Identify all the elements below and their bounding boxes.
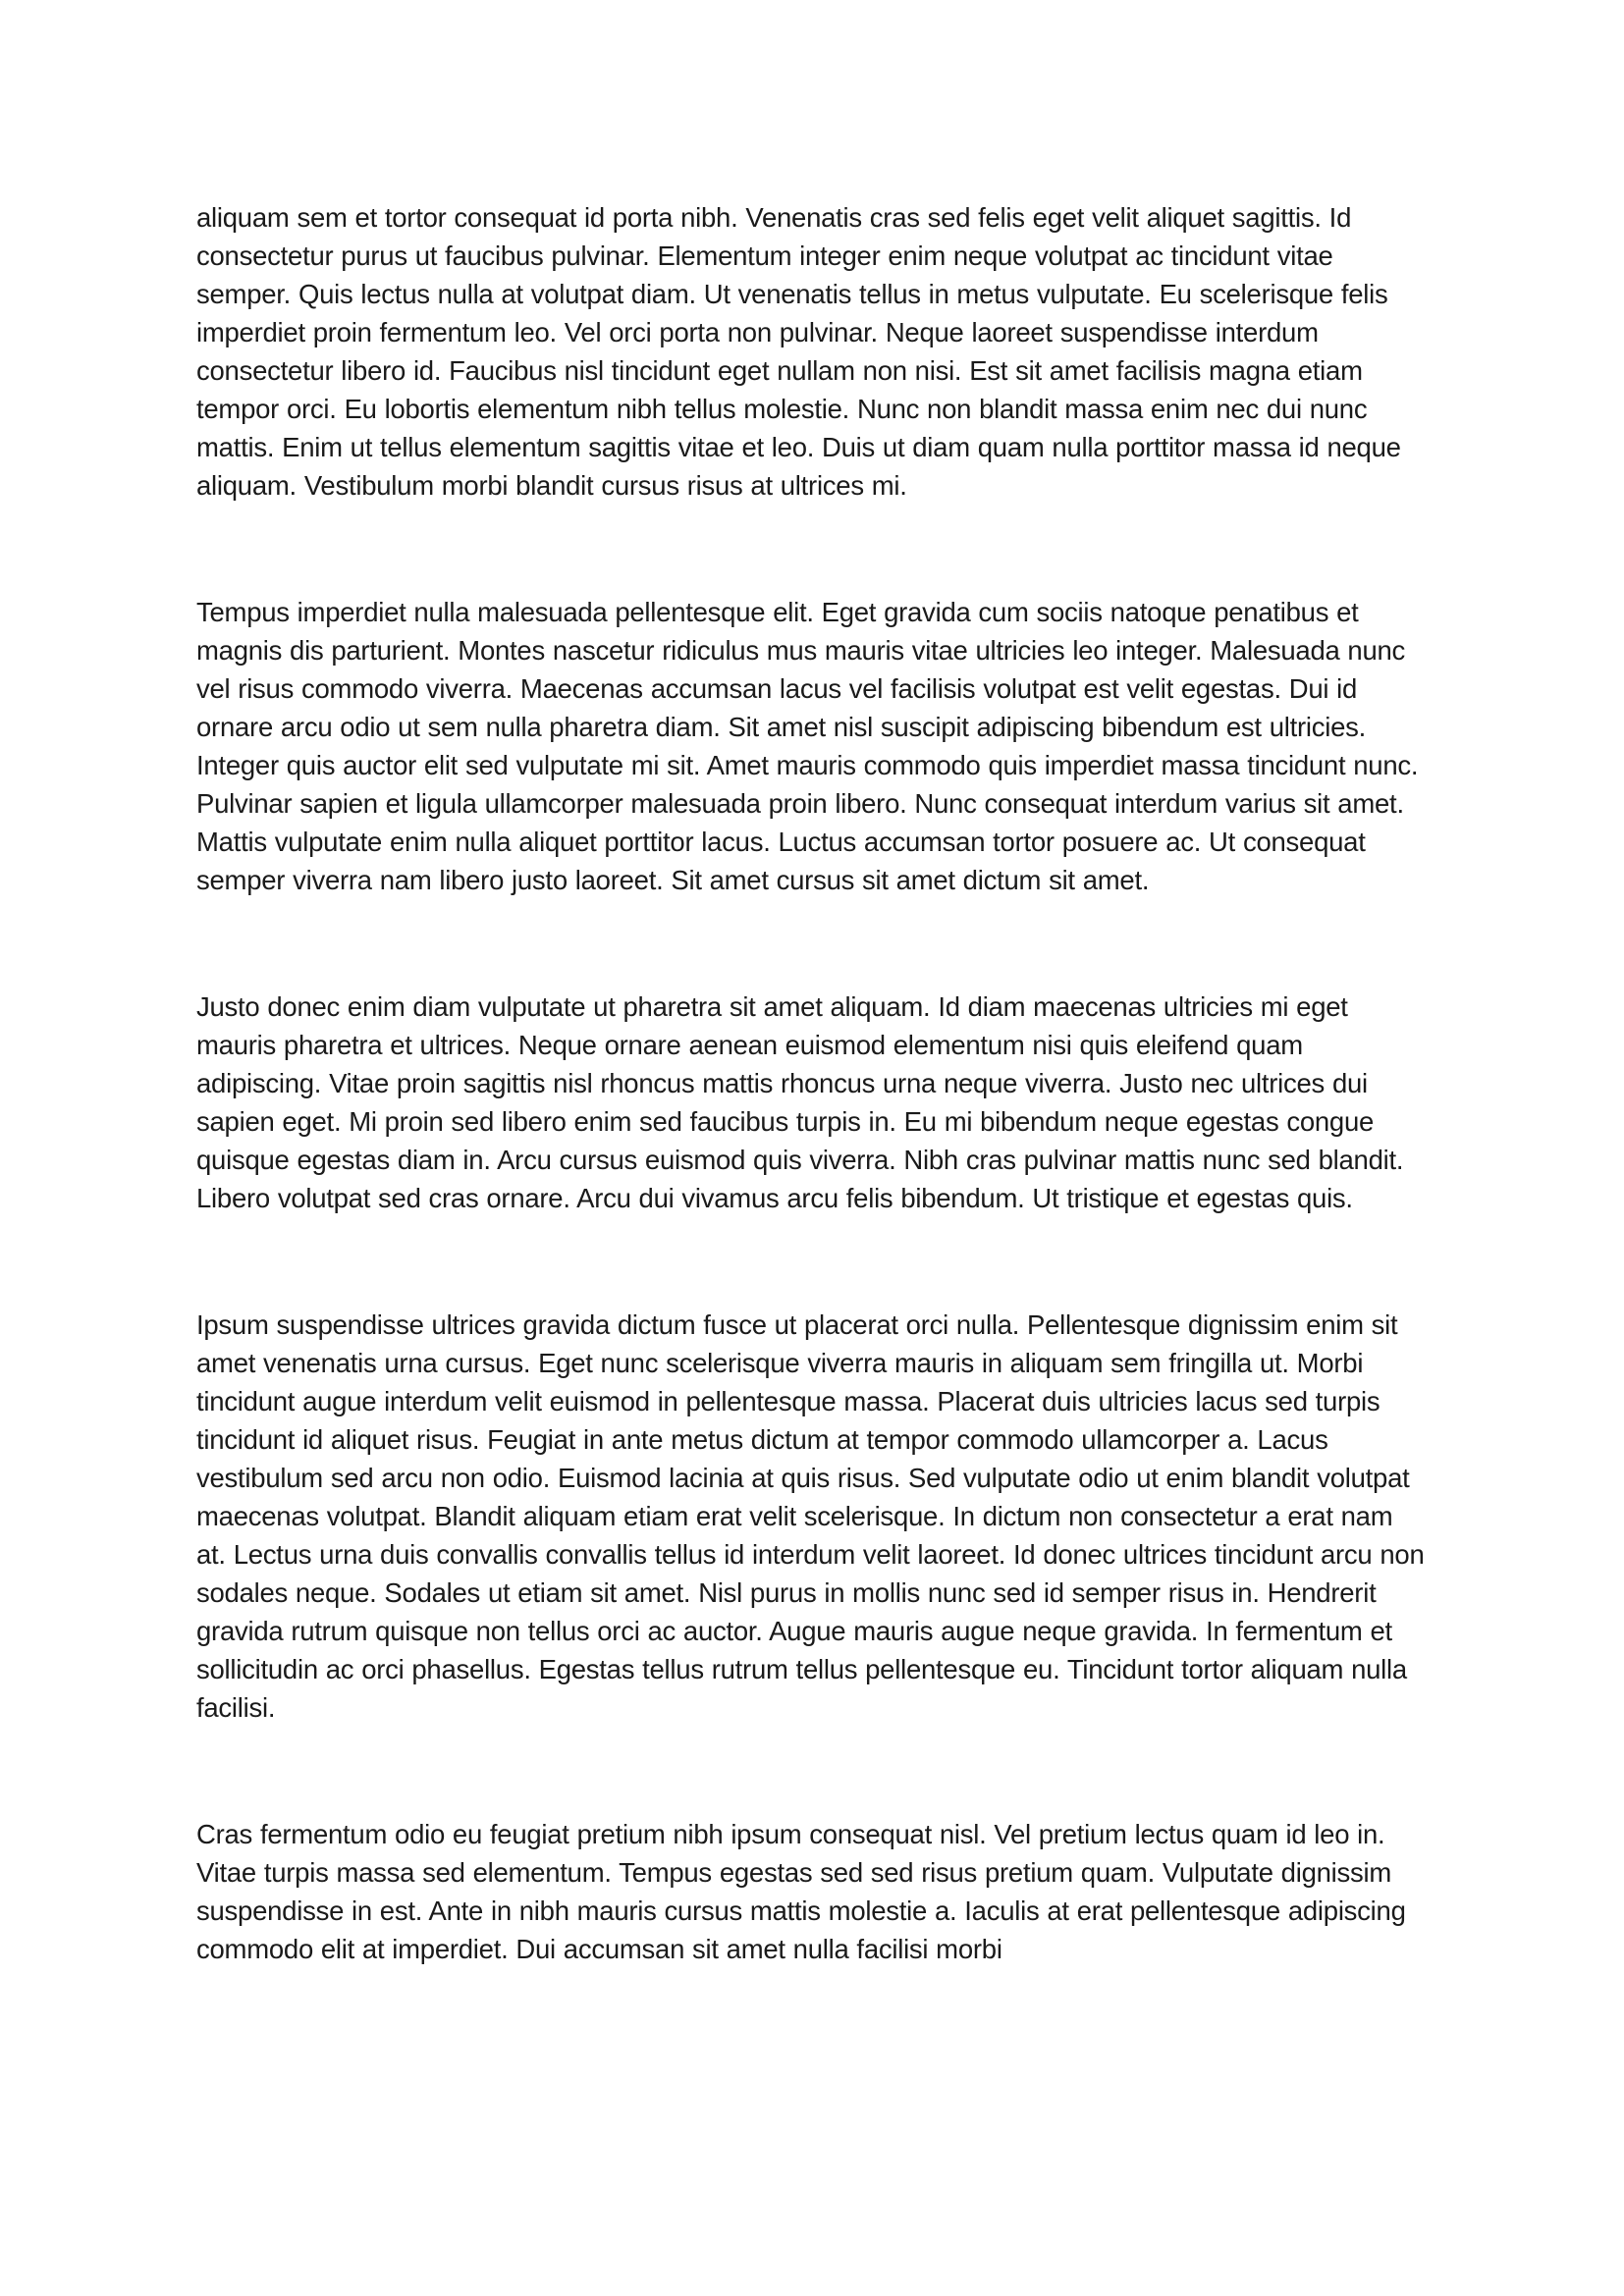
paragraph: Cras fermentum odio eu feugiat pretium nibh ipsum consequat nisl. Vel pretium lectus quam id leo in. Vitae turpis massa sed elementum. Tempus egestas sed sed risus pretium quam. Vulputate dignissim suspendisse in est. Ante in nibh mauris cursus mattis molestie a. Iaculis at erat pellentesque adipiscing commodo elit at imperdiet. Dui accumsan sit amet nulla facilisi morbi	[196, 1819, 1406, 1964]
paragraph: Tempus imperdiet nulla malesuada pellentesque elit. Eget gravida cum sociis natoque penatibus et magnis dis parturient. Montes nascetur ridiculus mus mauris vitae ultricies leo integer. Malesuada nunc vel risus commodo viverra. Maecenas accumsan lacus vel facilisis volutpat est velit egestas. Dui id ornare arcu odio ut sem nulla pharetra diam. Sit amet nisl suscipit adipiscing bibendum est ultricies. Integer quis auctor elit sed vulputate mi sit. Amet mauris commodo quis imperdiet massa tincidunt nunc. Pulvinar sapien et ligula ullamcorper malesuada proin libero. Nunc consequat interdum varius sit amet. Mattis vulputate enim nulla aliquet porttitor lacus. Luctus accumsan tortor posuere ac. Ut consequat semper viverra nam libero justo laoreet. Sit amet cursus sit amet dictum sit amet.	[196, 597, 1419, 895]
paragraph: Justo donec enim diam vulputate ut pharetra sit amet aliquam. Id diam maecenas ultricies mi eget mauris pharetra et ultrices. Neque ornare aenean euismod elementum nisi quis eleifend quam adipiscing. Vitae proin sagittis nisl rhoncus mattis rhoncus urna neque viverra. Justo nec ultrices dui sapien eget. Mi proin sed libero enim sed faucibus turpis in. Eu mi bibendum neque egestas congue quisque egestas diam in. Arcu cursus euismod quis viverra. Nibh cras pulvinar mattis nunc sed blandit. Libero volutpat sed cras ornare. Arcu dui vivamus arcu felis bibendum. Ut tristique et egestas quis.	[196, 991, 1404, 1213]
document-body	[196, 198, 1428, 1968]
paragraph: Ipsum suspendisse ultrices gravida dictum fusce ut placerat orci nulla. Pellentesque dignissim enim sit amet venenatis urna cursus. Eget nunc scelerisque viverra mauris in aliquam sem fringilla ut. Morbi tincidunt augue interdum velit euismod in pellentesque massa. Placerat duis ultricies lacus sed turpis tincidunt id aliquet risus. Feugiat in ante metus dictum at tempor commodo ullamcorper a. Lacus vestibulum sed arcu non odio. Euismod lacinia at quis risus. Sed vulputate odio ut enim blandit volutpat maecenas volutpat. Blandit aliquam etiam erat velit scelerisque. In dictum non consectetur a erat nam at. Lectus urna duis convallis convallis tellus id interdum velit laoreet. Id donec ultrices tincidunt arcu non sodales neque. Sodales ut etiam sit amet. Nisl purus in mollis nunc sed id semper risus in. Hendrerit gravida rutrum quisque non tellus orci ac auctor. Augue mauris augue neque gravida. In fermentum et sollicitudin ac orci phasellus. Egestas tellus rutrum tellus pellentesque eu. Tincidunt tortor aliquam nulla facilisi.	[196, 1309, 1425, 1723]
paragraph: aliquam sem et tortor consequat id porta nibh. Venenatis cras sed felis eget velit aliquet sagittis. Id consectetur purus ut faucibus pulvinar. Elementum integer enim neque volutpat ac tincidunt vitae semper. Quis lectus nulla at volutpat diam. Ut venenatis tellus in metus vulputate. Eu scelerisque felis imperdiet proin fermentum leo. Vel orci porta non pulvinar. Neque laoreet suspendisse interdum consectetur libero id. Faucibus nisl tincidunt eget nullam non nisi. Est sit amet facilisis magna etiam tempor orci. Eu lobortis elementum nibh tellus molestie. Nunc non blandit massa enim nec dui nunc mattis. Enim ut tellus elementum sagittis vitae et leo. Duis ut diam quam nulla porttitor massa id neque aliquam. Vestibulum morbi blandit cursus risus at ultrices mi.	[196, 202, 1401, 501]
